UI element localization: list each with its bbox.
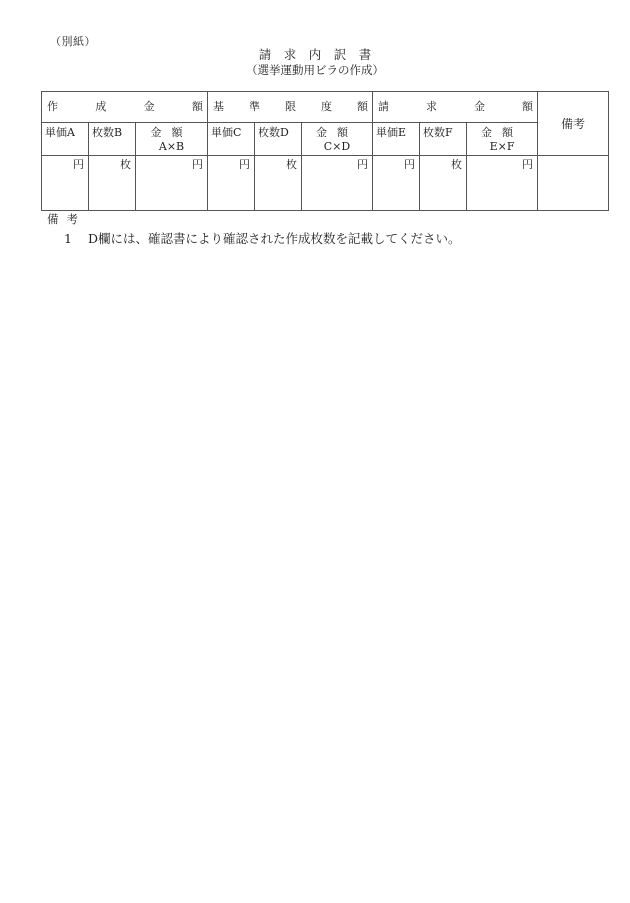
document-subtitle: （選挙運動用ビラの作成） [246,63,384,77]
subheader-amount-label: 金額 [481,126,524,139]
subheader-amount-formula: E×F [489,140,515,153]
group-header-production-amount [42,92,208,123]
unit-price-e-cell[interactable]: 円 [373,156,420,211]
group-header-char: 基 [213,100,224,113]
unit-price-c-cell[interactable]: 円 [208,156,255,211]
subheader-quantity-b: 枚数B [89,123,136,156]
document-title: 請 求 内 訳 書 [258,47,372,62]
attachment-label: （別紙） [50,35,96,48]
statement-table [41,91,609,211]
group-header-char: 額 [191,100,203,113]
group-header-char: 額 [522,100,534,113]
subheader-unit-price-a: 単価A [42,123,89,156]
unit-price-a-cell[interactable]: 円 [42,156,89,211]
group-header-char: 額 [357,100,368,113]
subheader-amount-ab [136,123,208,156]
remarks-column-header: 備考 [538,92,609,156]
group-header-char: 求 [426,100,438,113]
group-header-char: 限 [285,100,296,113]
subheader-quantity-f: 枚数F [420,123,467,156]
subheader-row [42,123,609,156]
subheader-quantity-d: 枚数D [255,123,302,156]
group-header-char: 作 [47,100,58,113]
remarks-note-text: D欄には、確認書により確認された作成枚数を記載してください。 [88,231,461,246]
subheader-amount-cd [302,123,373,156]
remarks-cell[interactable] [538,156,609,211]
group-header-char: 成 [95,100,107,113]
remarks-note-item [64,229,461,247]
entry-row [42,156,609,211]
subheader-unit-price-c: 単価C [208,123,255,156]
quantity-d-cell[interactable]: 枚 [255,156,302,211]
group-header-char: 度 [321,100,332,113]
group-header-claim-amount [373,92,538,123]
subheader-amount-label: 金額 [316,126,359,139]
group-header-char: 金 [474,100,486,113]
group-header-row [42,92,609,123]
amount-ef-cell[interactable]: 円 [467,156,538,211]
group-header-limit-amount [208,92,373,123]
amount-ab-cell[interactable]: 円 [136,156,208,211]
subheader-unit-price-e: 単価E [373,123,420,156]
subheader-amount-ef [467,123,538,156]
quantity-f-cell[interactable]: 枚 [420,156,467,211]
subheader-amount-label: 金額 [150,126,193,139]
remarks-heading: 備考 [47,212,86,226]
group-header-char: 請 [378,100,390,113]
subheader-amount-formula: C×D [323,140,351,153]
group-header-char: 準 [249,100,260,113]
remarks-note-number: 1 [64,231,72,246]
group-header-char: 金 [143,100,155,113]
amount-cd-cell[interactable]: 円 [302,156,373,211]
subheader-amount-formula: A×B [158,140,185,153]
quantity-b-cell[interactable]: 枚 [89,156,136,211]
